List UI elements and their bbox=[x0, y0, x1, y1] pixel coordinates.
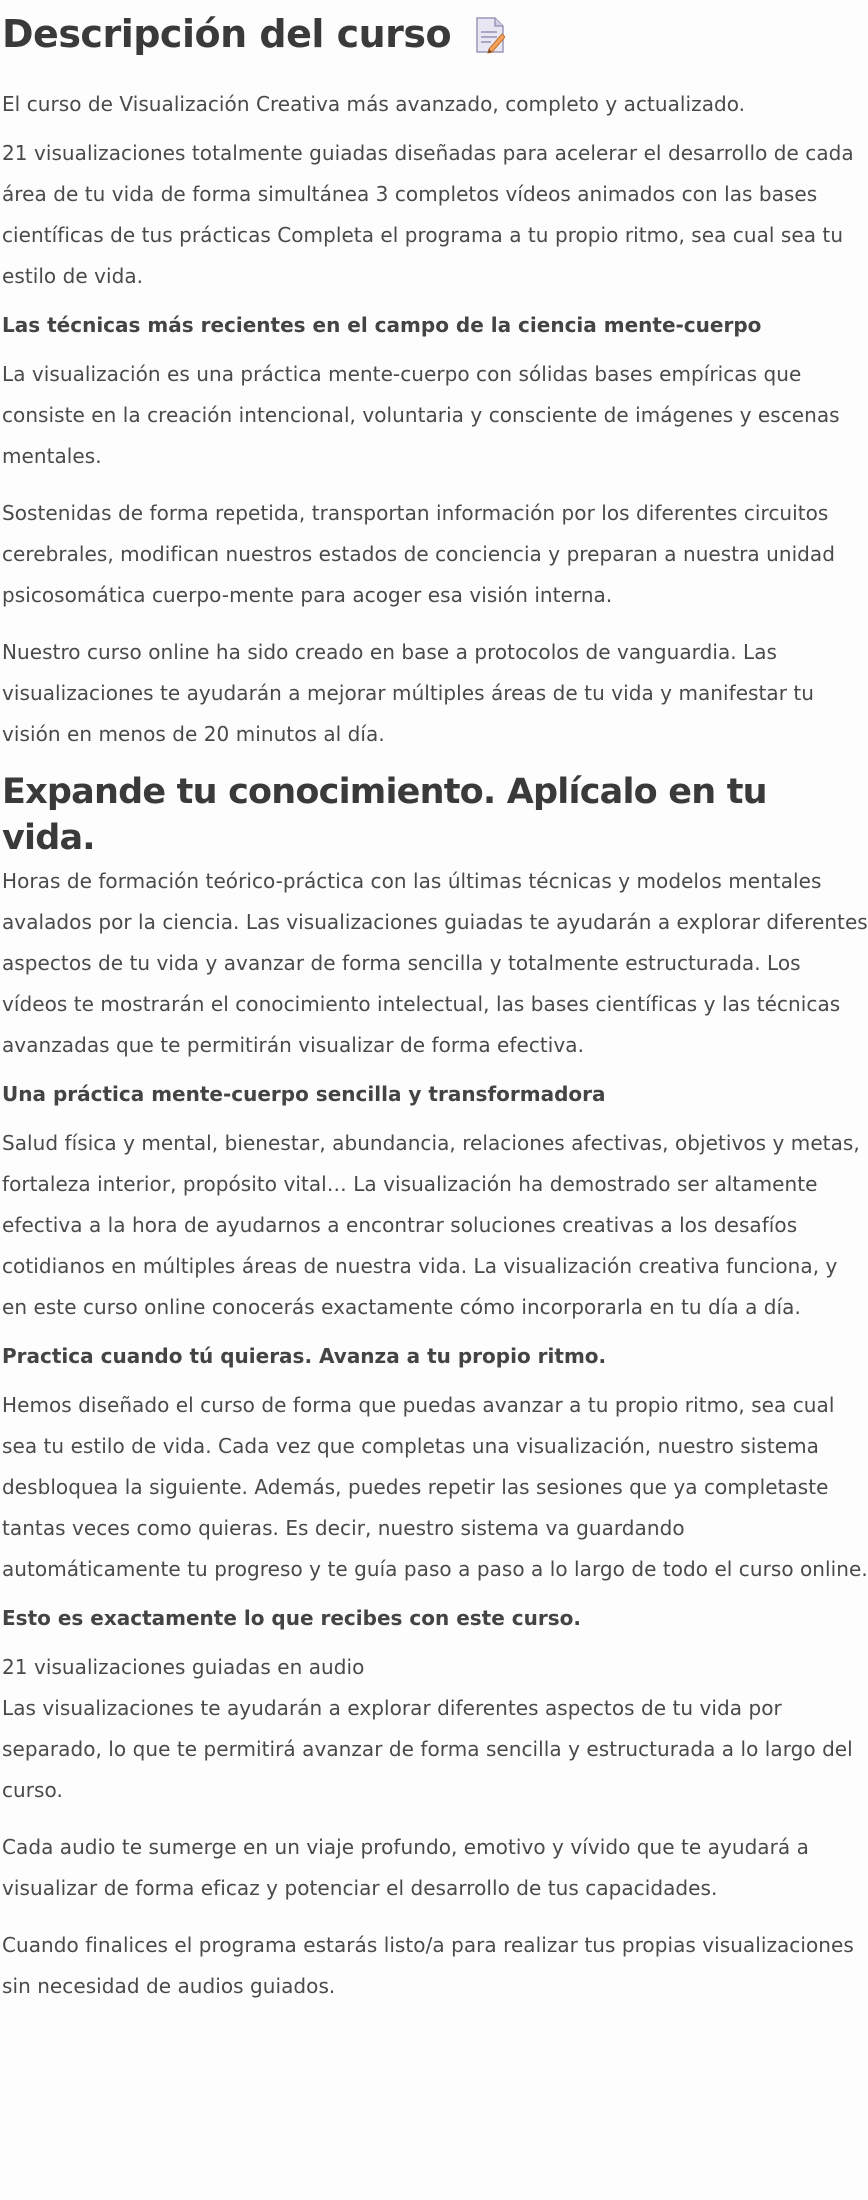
receive-item-text: Las visualizaciones te ayudarán a explorar diferentes aspectos de tu vida por separado, lo que te permitirá avanzar de forma sencilla y estructurada a lo largo del curso. bbox=[2, 1696, 853, 1802]
practice-heading: Una práctica mente-cuerpo sencilla y transformadora bbox=[2, 1082, 606, 1106]
expand-paragraph: Horas de formación teórico-práctica con las últimas técnicas y modelos mentales avalados por la ciencia. Las visualizaciones guiadas te ayudarán a explorar diferentes aspectos de tu vida y avanzar de forma sencilla y totalmente estructurada. Los vídeos te mostrarán el conocimiento intelectual, las bases científicas y las técnicas avanzadas que te permitirán visualizar de forma efectiva. bbox=[2, 869, 868, 1057]
receive-paragraph: Cuando finalices el programa estarás listo/a para realizar tus propias visualizaciones sin necesidad de audios guiados. bbox=[2, 1933, 854, 1998]
receive-item-title: 21 visualizaciones guiadas en audio bbox=[2, 1655, 365, 1679]
expand-heading: Expande tu conocimiento. Aplícalo en tu vida. bbox=[2, 772, 767, 858]
techniques-heading: Las técnicas más recientes en el campo de la ciencia mente-cuerpo bbox=[2, 313, 762, 337]
techniques-paragraph: Nuestro curso online ha sido creado en base a protocolos de vanguardia. Las visualizaciones te ayudarán a mejorar múltiples áreas de tu vida y manifestar tu visión en menos de 20 minutos al día. bbox=[2, 640, 815, 746]
page-title-text: Descripción del curso bbox=[2, 12, 452, 56]
page-title bbox=[2, 0, 868, 60]
memo-icon bbox=[475, 15, 505, 53]
techniques-paragraph: Sostenidas de forma repetida, transportan información por los diferentes circuitos cerebrales, modifican nuestros estados de conciencia y preparan a nuestra unidad psicosomática cuerpo-mente para acoger esa visión interna. bbox=[2, 501, 835, 607]
practice-paragraph: Salud física y mental, bienestar, abundancia, relaciones afectivas, objetivos y metas, fortaleza interior, propósito vital… La visualización ha demostrado ser altamente efectiva a la hora de ayudarnos a encontrar soluciones creativas a los desafíos cotidianos en múltiples áreas de nuestra vida. La visualización creativa funciona, y en este curso online conocerás exactamente cómo incorporarla en tu día a día. bbox=[2, 1131, 860, 1319]
receive-heading: Esto es exactamente lo que recibes con este curso. bbox=[2, 1606, 581, 1630]
intro-lead: El curso de Visualización Creativa más avanzado, completo y actualizado. bbox=[2, 92, 746, 116]
pace-heading: Practica cuando tú quieras. Avanza a tu propio ritmo. bbox=[2, 1344, 607, 1368]
pace-paragraph: Hemos diseñado el curso de forma que puedas avanzar a tu propio ritmo, sea cual sea tu estilo de vida. Cada vez que completas una visualización, nuestro sistema desbloquea la siguiente. Además, puedes repetir las sesiones que ya completaste tantas veces como quieras. Es decir, nuestro sistema va guardando automáticamente tu progreso y te guía paso a paso a lo largo de todo el curso online. bbox=[2, 1393, 868, 1581]
techniques-paragraph: La visualización es una práctica mente-cuerpo con sólidas bases empíricas que consiste en la creación intencional, voluntaria y consciente de imágenes y escenas mentales. bbox=[2, 362, 840, 468]
receive-paragraph: Cada audio te sumerge en un viaje profundo, emotivo y vívido que te ayudará a visualizar de forma eficaz y potenciar el desarrollo de tus capacidades. bbox=[2, 1835, 809, 1900]
intro-summary: 21 visualizaciones totalmente guiadas diseñadas para acelerar el desarrollo de cada área de tu vida de forma simultánea 3 completos vídeos animados con las bases científicas de tus prácticas Completa el programa a tu propio ritmo, sea cual sea tu estilo de vida. bbox=[2, 141, 854, 288]
